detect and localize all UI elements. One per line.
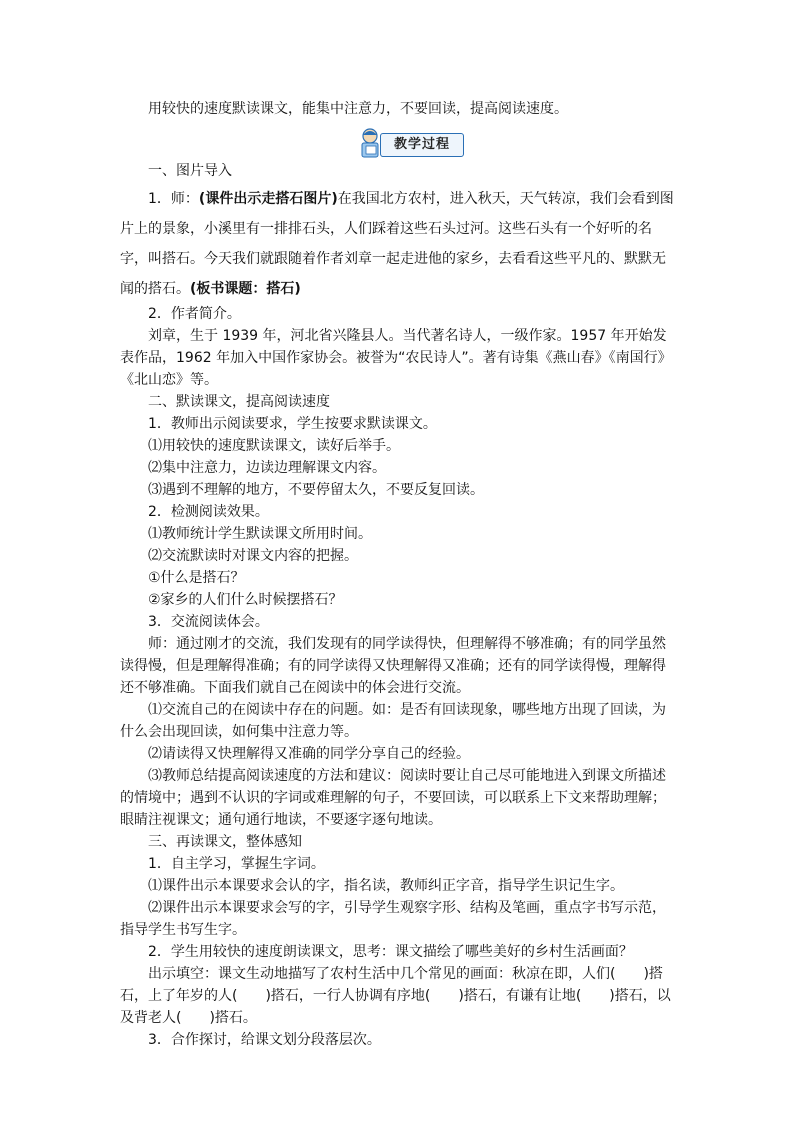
fill-in-blank-paragraph: 出示填空：课文生动地描写了农村生活中几个常见的画面：秋凉在即，人们( )搭石，上了年岁的人( )搭石，一行人协调有序地( )搭石，有谦有让地( )搭石，以及背老人( )搭石。 (120, 966, 671, 1026)
s2-line-2: ⑴用较快的速度默读课文，读好后举手。 (148, 438, 400, 454)
author-intro-heading: 2．作者简介。 (148, 306, 241, 322)
teaching-goal-text: 用较快的速度默读课文，能集中注意力，不要回读，提高阅读速度。 (148, 101, 568, 117)
s2-line-8: ①什么是搭石？ (148, 570, 245, 586)
s2-line-9: ②家乡的人们什么时候摆搭石？ (148, 592, 343, 608)
section1-intro-paragraph (120, 184, 676, 304)
s3-line-1: 1．自主学习，掌握生字词。 (148, 856, 325, 872)
section2-heading: 二、默读课文，提高阅读速度 (148, 394, 330, 410)
s2-line-1: 1．教师出示阅读要求，学生按要求默读课文。 (148, 416, 437, 432)
banner-label: 教学过程 (380, 133, 464, 157)
s3-line-2: ⑴课件出示本课要求会认的字，指名读，教师纠正字音，指导学生识记生字。 (148, 878, 624, 894)
section3-heading: 三、再读课文，整体感知 (148, 834, 302, 850)
s3-line-3: ⑵课件出示本课要求会写的字，引导学生观察字形、结构及笔画，重点字书写示范，指导学生书写生字。 (120, 900, 666, 938)
p1-body: 在我国北方农村，进入秋天，天气转凉，我们会看到图片上的景象，小溪里有一排排石头，人们踩着这些石头过河。这些石头有一个好听的名字，叫搭石。今天我们就跟随着作者刘章一起走进他的家乡，去看看这些平凡的、默默无闻的搭石。 (120, 191, 674, 297)
courseware-note: (课件出示走搭石图片) (198, 191, 338, 207)
section1-heading: 一、图片导入 (148, 163, 232, 179)
s2-line-7: ⑵交流默读时对课文内容的把握。 (148, 548, 358, 564)
section-banner (356, 127, 464, 159)
board-title-note: (板书课题：搭石) (190, 281, 301, 297)
s2-line-5: 2．检测阅读效果。 (148, 504, 269, 520)
s2-line-10: 3．交流阅读体会。 (148, 614, 269, 630)
p1-prefix: 1．师： (148, 191, 199, 207)
s2-line-13: ⑵请读得又快理解得又准确的同学分享自己的经验。 (148, 746, 470, 762)
s2-line-3: ⑵集中注意力，边读边理解课文内容。 (148, 460, 386, 476)
s3-line-6: 3．合作探讨，给课文划分段落层次。 (148, 1032, 381, 1048)
s3-line-4: 2．学生用较快的速度朗读课文，思考：课文描绘了哪些美好的乡村生活画面？ (148, 944, 633, 960)
s2-line-14: ⑶教师总结提高阅读速度的方法和建议：阅读时要让自己尽可能地进入到课文所描述的情境中；遇到不认识的字词或难理解的句子，不要回读，可以联系上下文来帮助理解；眼睛注视课文；通句通行地读，不要逐字逐句地读。 (120, 768, 666, 828)
author-bio-paragraph: 刘章，生于 1939 年，河北省兴隆县人。当代著名诗人，一级作家。1957 年开始发表作品，1962 年加入中国作家协会。被誉为“农民诗人”。著有诗集《燕山春》《南国行》《北山恋》等。 (120, 328, 672, 388)
s2-line-6: ⑴教师统计学生默读课文所用时间。 (148, 526, 372, 542)
s2-teacher-paragraph: 师：通过刚才的交流，我们发现有的同学读得快，但理解得不够准确；有的同学虽然读得慢，但是理解得准确；有的同学读得又快理解得又准确；还有的同学读得慢，理解得还不够准确。下面我们就自己在阅读中的体会进行交流。 (120, 636, 666, 696)
s2-line-4: ⑶遇到不理解的地方，不要停留太久，不要反复回读。 (148, 482, 484, 498)
s2-line-12: ⑴交流自己的在阅读中存在的问题。如：是否有回读现象，哪些地方出现了回读，为什么会出现回读，如何集中注意力等。 (120, 702, 666, 740)
